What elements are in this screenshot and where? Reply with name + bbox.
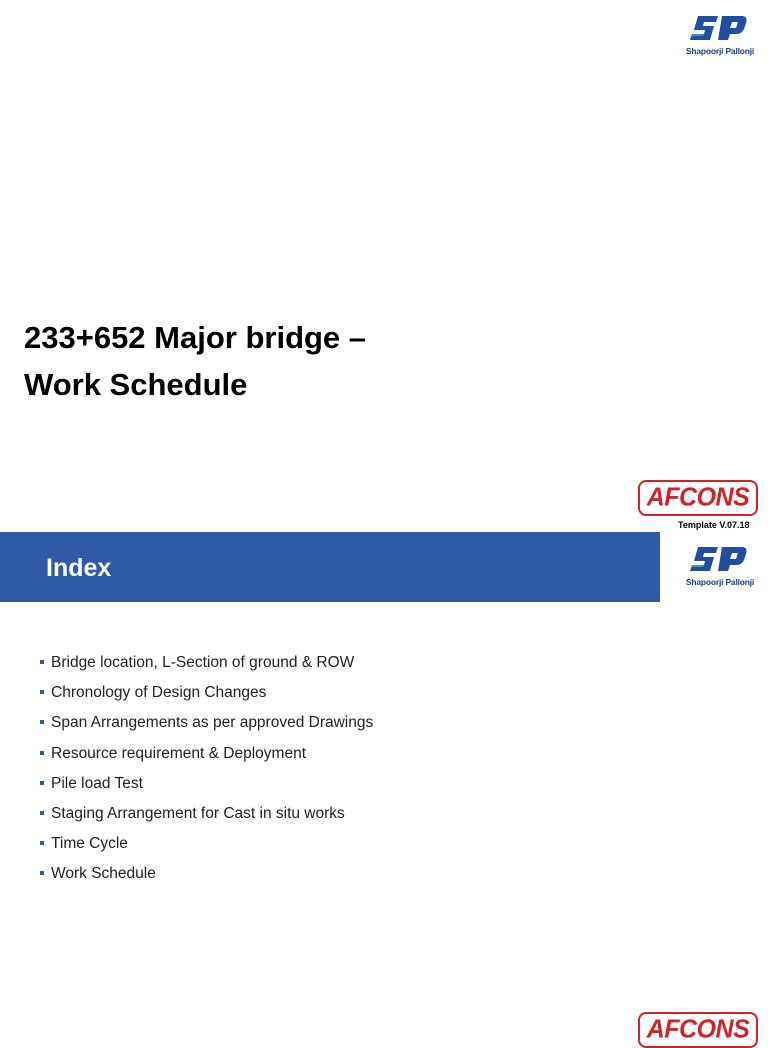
sp-logo-mark-icon bbox=[678, 543, 762, 577]
sp-logo-text: Shapoorji Pallonji bbox=[685, 46, 755, 56]
list-item bbox=[38, 654, 373, 684]
bullet-icon bbox=[40, 720, 44, 724]
bullet-icon bbox=[40, 690, 44, 694]
list-item bbox=[38, 745, 373, 775]
list-item bbox=[38, 805, 373, 835]
header-bar bbox=[0, 532, 660, 602]
bullet-icon bbox=[40, 841, 44, 845]
list-item-text: Time Cycle bbox=[51, 835, 128, 853]
list-item-text: Work Schedule bbox=[51, 865, 156, 883]
shapoorji-pallonji-logo bbox=[678, 543, 762, 593]
index-slide bbox=[0, 532, 768, 1044]
list-item-text: Staging Arrangement for Cast in situ works bbox=[51, 804, 345, 822]
sp-logo-mark-icon bbox=[678, 12, 762, 46]
index-heading: Index bbox=[46, 554, 112, 582]
bullet-icon bbox=[40, 660, 44, 664]
list-item-text: Resource requirement & Deployment bbox=[51, 744, 307, 762]
bullet-icon bbox=[40, 811, 44, 815]
afcons-logo bbox=[638, 480, 758, 516]
list-item-text: Chronology of Design Changes bbox=[51, 684, 267, 702]
afcons-logo bbox=[638, 1012, 758, 1048]
list-item bbox=[38, 835, 373, 865]
list-item bbox=[38, 684, 373, 714]
list-item bbox=[38, 865, 373, 895]
template-version: Template V.07.18 bbox=[678, 520, 750, 530]
list-item bbox=[38, 775, 373, 805]
title-line-1: 233+652 Major bridge – bbox=[24, 320, 367, 355]
index-list bbox=[38, 654, 373, 896]
sp-logo-text: Shapoorji Pallonji bbox=[685, 577, 755, 587]
slide-title bbox=[24, 314, 484, 408]
afcons-logo-text: AFCONS bbox=[646, 482, 750, 512]
list-item-text: Pile load Test bbox=[51, 774, 143, 792]
title-line-2: Work Schedule bbox=[24, 367, 248, 402]
bullet-icon bbox=[40, 751, 44, 755]
list-item-text: Span Arrangements as per approved Drawings bbox=[51, 714, 374, 732]
bullet-icon bbox=[40, 871, 44, 875]
bullet-icon bbox=[40, 781, 44, 785]
list-item bbox=[38, 714, 373, 744]
list-item-text: Bridge location, L-Section of ground & ROW bbox=[51, 654, 355, 671]
shapoorji-pallonji-logo bbox=[678, 12, 762, 62]
afcons-logo-text: AFCONS bbox=[646, 1014, 750, 1044]
